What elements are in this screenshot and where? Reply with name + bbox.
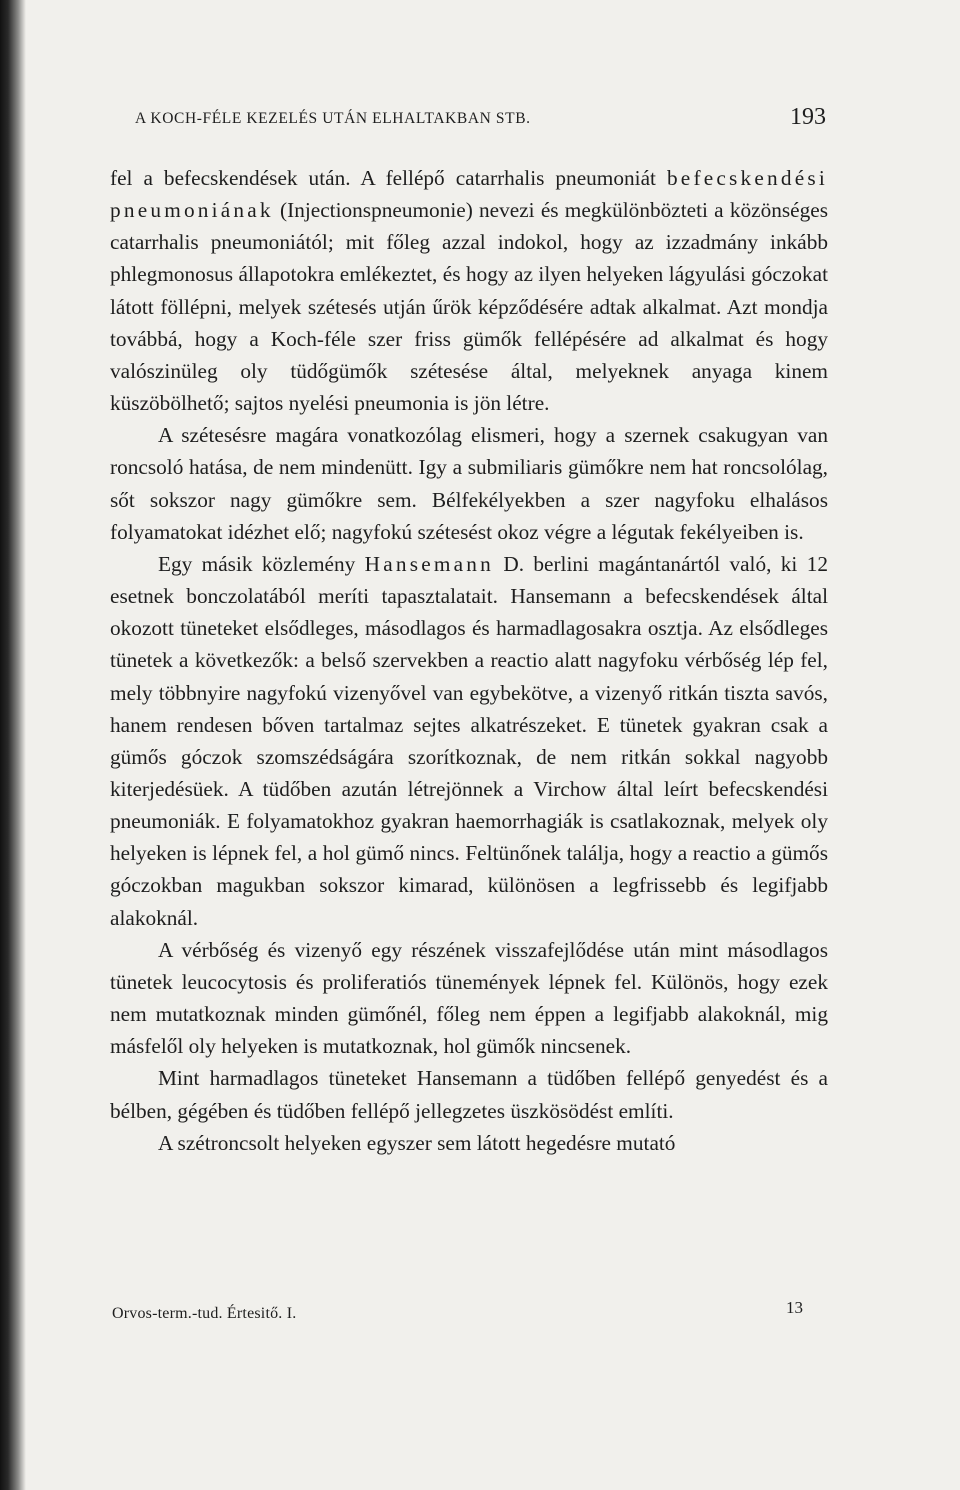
- paragraph-4: A vérbőség és vizenyő egy részének visszafejlődése után mint másodlagos tünetek leucocytosis és proliferatiós tünemények lépnek fel. Különös, hogy ezek nem mutatkoznak minden gümőnél, főleg nem éppen a legifjabb alakoknál, mig másfelől oly helyeken is mutatkoznak, hol gümők nincsenek.: [110, 937, 828, 1059]
- running-head: A KOCH-FÉLE KEZELÉS UTÁN ELHALTAKBAN STB.: [135, 110, 531, 127]
- footer-journal: Orvos-term.-tud. Értesitő. I.: [112, 1305, 297, 1322]
- body-text: [110, 162, 828, 1159]
- paragraph-1: fel a befecskendések után. A fellépő catarrhalis pneumoniát befecskendési pneumoniának (Injectionspneumonie) nevezi és megkülönbözteti a közönséges catarrhalis pneumoniától; mit főleg azzal indokol, hogy az izzadmány inkább phlegmonosus állapotokra emlékeztet, és hogy az ilyen helyeken lágyulási góczokat látott föllépni, melyek szétesés utján űrök képződésére adtak alkalmat. Azt mondja továbbá, hogy a Koch-féle szer friss gümők fellépésére ad alkalmat és hogy valószinüleg oly tüdőgümők szétesése által, melyeknek anyaga kinem küszöbölhető; sajtos nyelési pneumonia is jön létre.: [110, 166, 828, 416]
- paragraph-5: Mint harmadlagos tüneteket Hansemann a tüdőben fellépő genyedést és a bélben, gégében és tüdőben fellépő jellegzetes üszkösödést említi.: [110, 1066, 828, 1123]
- paragraph-2: A szétesésre magára vonatkozólag elismeri, hogy a szernek csakugyan van roncsoló hatása, de nem mindenütt. Igy a submiliaris gümőkre nem hat roncsolólag, sőt sokszor nagy gümőkre sem. Bélfekélyekben a szer nagyfoku elhalásos folyamatokat idézhet elő; nagyfokú szétesést okoz végre a légutak fekélyeiben is.: [110, 423, 828, 544]
- signature-mark: 13: [786, 1298, 803, 1317]
- page-number: 193: [790, 104, 826, 130]
- paragraph-6: A szétroncsolt helyeken egyszer sem látott hegedésre mutató: [158, 1130, 676, 1155]
- spaced-term: befecskendési pneumoniának: [110, 166, 828, 223]
- spaced-author-name: Hansemann: [364, 551, 494, 576]
- book-spine-shadow: [0, 0, 26, 1490]
- paragraph-3: Egy másik közlemény Hansemann D. berlini magántanártól való, ki 12 esetnek bonczolatából meríti tapasztalatait. Hansemann a befecskendések által okozott tüneteket elsődleges, másodlagos és harmadlagosakra osztja. Az elsődleges tünetek a következők: a belső szervekben a reactio alatt nagyfoku vérbőség lép fel, mely többnyire nagyfokú vizenyővel van egybekötve, a vizenyő ritkán tiszta savós, hanem rendesen bőven tartalmaz sejtes alkatrészeket. E tünetek gyakran csak a gümős góczok szomszédságára szorítkoznak, de nem ritkán sokkal nagyobb kiterjedésüek. A tüdőben azután létrejönnek a Virchow által leírt befecskendési pneumoniák. E folyamatokhoz gyakran haemorrhagiák is csatlakoznak, melyek oly helyeken is lépnek fel, a hol gümő nincs. Feltünőnek találja, hogy a reactio a gümős góczokban magukban sokszor kimarad, különösen a legfrissebb és legifjabb alakoknál.: [110, 551, 828, 930]
